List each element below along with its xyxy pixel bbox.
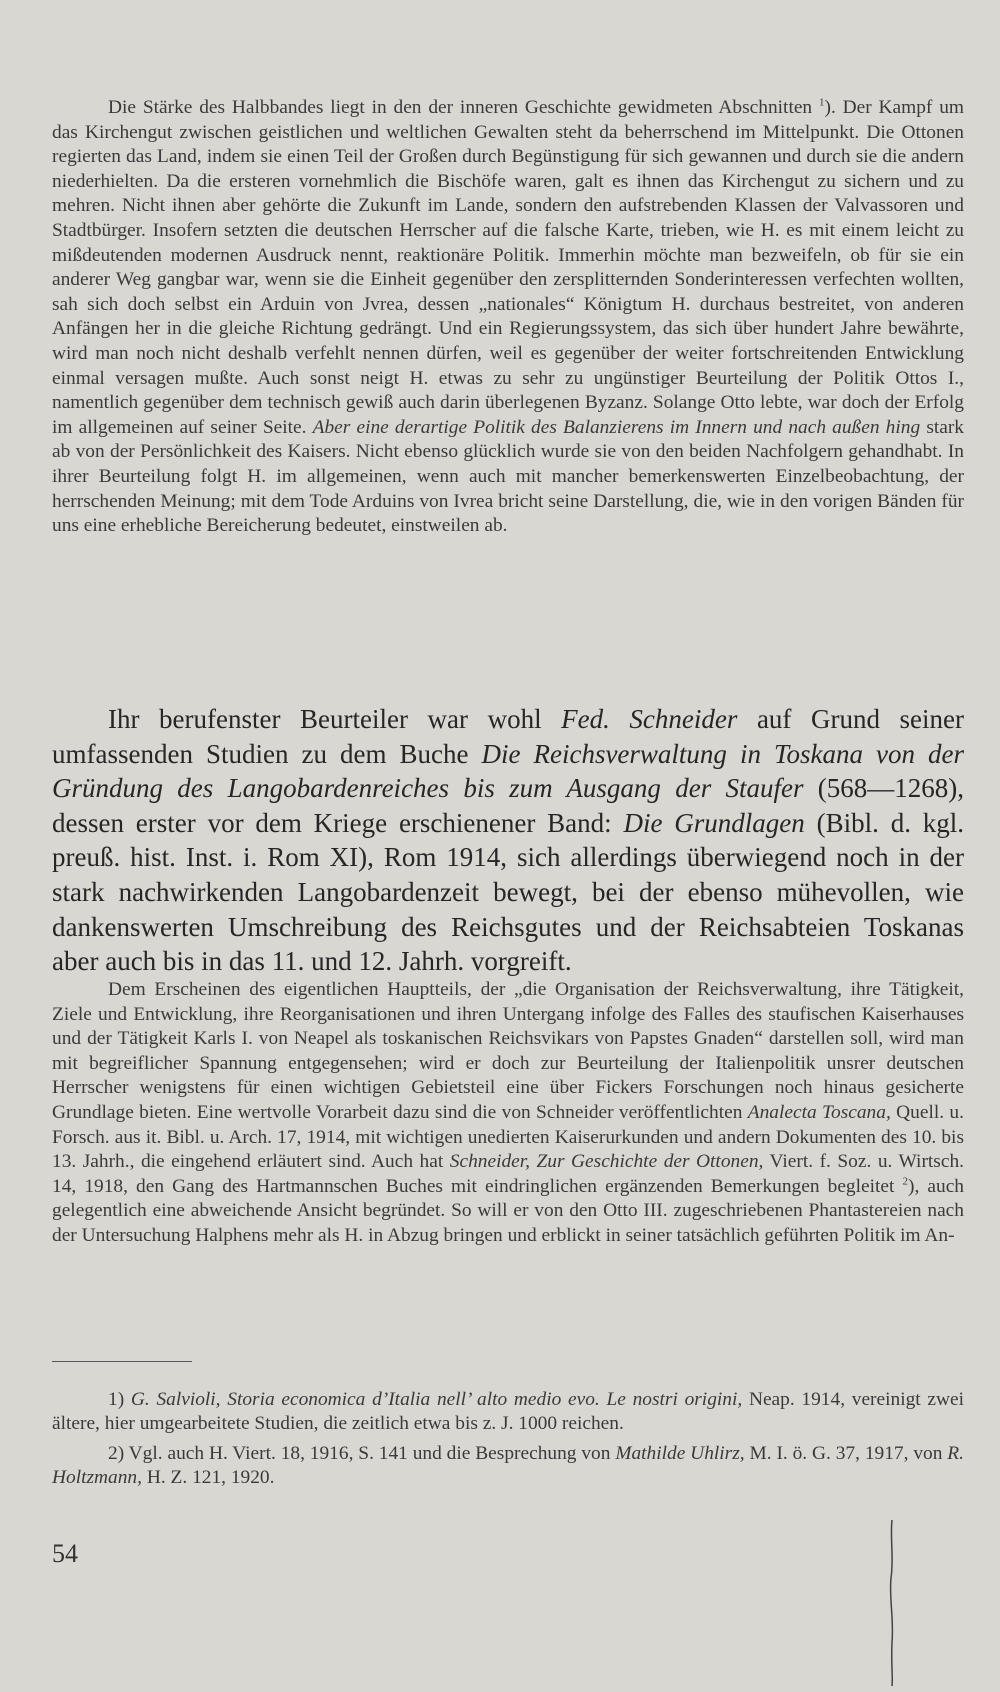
page-number: 54 <box>52 1539 78 1568</box>
para3-text-c: Viert. f. Soz. u. Wirtsch. 14, 1918, den Gang des Hartmannschen Buches mit eindringlichen ergänzenden Bemerkungen begleitet <box>52 1151 964 1197</box>
para3-text-a: Dem Erscheinen des eigentlichen Hauptteils, der „die Organisation der Reichsverwaltung, ihre Tätigkeit, Ziele und Entwicklung, ihre Reorganisationen und ihren Untergang infolge des Falles des staufischen Kaiserhauses und der Tätigkeit Karls I. von Neapel als toskanischen Reichsvikars von Papstes Gnaden“ darstellen soll, wird man mit begreiflicher Spannung entgegensehen; wird er doch zur Beurteilung der Italienpolitik unsrer deutschen Herrscher wenigstens für einen wichtigen Gebietsteil eine über Fickers Forschungen noch hinaus gesicherte Grundlage bieten. Eine wertvolle Vorarbeit dazu sind die von Schneider veröffentlichten <box>52 979 964 1123</box>
paragraph-2-text <box>52 702 964 979</box>
para1-italic: Aber eine derartige Politik des Balanzierens im Innern und nach außen hing <box>312 416 921 438</box>
footnote-ref-1: 1 <box>818 96 825 109</box>
footnote-1 <box>52 1388 964 1435</box>
para3-text-b: Quell. u. Forsch. aus it. Bibl. u. Arch. 17, 1914, mit wichtigen unedierten Kaiserurkunden und andern Dokumenten des 10. bis 13. Jahrh., die eingehend erläutert sind. Auch hat <box>52 1101 964 1173</box>
margin-pencil-mark <box>888 1518 896 1688</box>
para2-text-c: (568—1268), dessen erster vor dem Kriege erschienener Band: <box>52 773 965 838</box>
footnote-2-author-a: Mathilde Uhlirz, <box>615 1443 745 1465</box>
footnote-1-number: 1) <box>108 1389 125 1410</box>
paragraph-1-text <box>52 96 964 539</box>
footnote-2-number: 2) <box>108 1443 125 1465</box>
para3-text-d: ), auch gelegentlich eine abweichende Ansicht begründet. So will er von den Otto III. zugeschriebenen Phantastereien nach der Untersuchung Halphens mehr als H. in Abzug bringen und erblickt in seiner tatsächlich geführten Politik im An- <box>52 1175 964 1246</box>
footnote-ref-2: 2 <box>902 1175 908 1188</box>
para1-text-c: stark ab von der Persönlichkeit des Kaisers. Nicht ebenso glücklich wurde sie von den beiden Nachfolgern gehandhabt. In ihrer Beurteilung folgt H. im allgemeinen, wenn auch mit mancher bemerkenswerten Einzelbeobachtung, der herrschenden Meinung; mit dem Tode Arduins von Ivrea bricht seine Darstellung, die, wie in den vorigen Bänden für uns eine erhebliche Bereicherung bedeutet, einstweilen ab. <box>52 416 965 537</box>
para2-volume-title: Die Grundlagen <box>623 807 805 838</box>
footnote-1-text: Neap. 1914, vereinigt zwei ältere, hier umgearbeitete Studien, die zeitlich etwa bis z. J. 1000 reichen. <box>52 1389 964 1434</box>
footnote-2-author-b: R. Holtzmann, <box>52 1443 964 1488</box>
footnote-1-title: G. Salvioli, Storia economica d’Italia nell’ alto medio evo. Le nostri origini, <box>130 1389 743 1410</box>
para2-text-a: Ihr berufenster Beurteiler war wohl <box>108 704 542 734</box>
footnote-2-text-a: Vgl. auch H. Viert. 18, 1916, S. 141 und die Besprechung von <box>128 1443 611 1465</box>
footnote-2-text-b: M. I. ö. G. 37, 1917, von <box>749 1443 943 1465</box>
paragraph-3-text <box>52 978 964 1249</box>
paragraph-1 <box>52 96 964 539</box>
paragraph-2 <box>52 702 964 979</box>
paragraph-3 <box>52 978 964 1249</box>
para2-author: Fed. Schneider <box>561 704 738 734</box>
para2-text-d: (Bibl. d. kgl. preuß. hist. Inst. i. Rom XI), Rom 1914, sich allerdings überwiegend noch in der stark nachwirkenden Langobardenzeit bewegt, bei der ebenso mühevollen, wie dankenswerten Umschreibung des Reichsgutes und der Reichsabteien Toskanas aber auch bis in das 11. und 12. Jahrh. vorgreift. <box>52 807 965 977</box>
para3-title-analecta: Analecta Toscana, <box>747 1101 891 1123</box>
para2-text-b: auf Grund seiner umfassenden Studien zu dem Buche <box>52 704 965 769</box>
footnote-2-text-c: H. Z. 121, 1920. <box>146 1466 275 1488</box>
para2-book-title: Die Reichsverwaltung in Toskana von der Gründung des Langobardenreiches bis zum Ausgang der Staufer <box>52 738 964 804</box>
para3-title-ottonen: Schneider, Zur Geschichte der Ottonen, <box>449 1151 764 1173</box>
footnotes <box>52 1388 964 1489</box>
para1-text-b: ). Der Kampf um das Kirchengut zwischen geistlichen und weltlichen Gewalten steht da beherrschend im Mittelpunkt. Die Ottonen regierten das Land, indem sie einen Teil der Großen durch Begünstigung für sich gewannen und durch sie die andern niederhielten. Da die ersteren vornehmlich die Bischöfe waren, galt es ihnen das Kirchengut zu sichern und zu mehren. Nicht ihnen aber gehörte die Zukunft im Lande, sondern den aufstrebenden Klassen der Valvassoren und Stadtbürger. Insofern setzten die deutschen Herrscher auf die falsche Karte, trieben, wie H. es mit einem leicht zu mißdeutenden modernen Ausdruck nennt, reaktionäre Politik. Immerhin möchte man bezweifeln, ob für sie ein anderer Weg gangbar war, wenn sie die Einheit gegenüber den zersplitternden Sonderinteressen verfechten wollten, sah sich doch selbst ein Arduin von Jvrea, dessen „nationales“ Königtum H. durchaus bestreitet, von anderen Anfängen her in die gleiche Richtung gedrängt. Und ein Regierungssystem, das sich über hundert Jahre bewährte, wird man noch nicht deshalb verfehlt nennen dürfen, weil es gegenüber der weiter fortschreitenden Entwicklung einmal versagen mußte. Auch sonst neigt H. etwas zu sehr zu ungünstiger Beurteilung der Politik Ottos I., namentlich gegenüber dem technisch gewiß auch darin überlegenen Byzanz. Solange Otto lebte, war doch der Erfolg im allgemeinen auf seiner Seite. <box>52 97 964 438</box>
footnote-2 <box>52 1442 964 1489</box>
para1-text-a: Die Stärke des Halbbandes liegt in den der inneren Geschichte gewidmeten Abschnitten <box>108 97 813 118</box>
footnote-rule <box>52 1361 192 1362</box>
